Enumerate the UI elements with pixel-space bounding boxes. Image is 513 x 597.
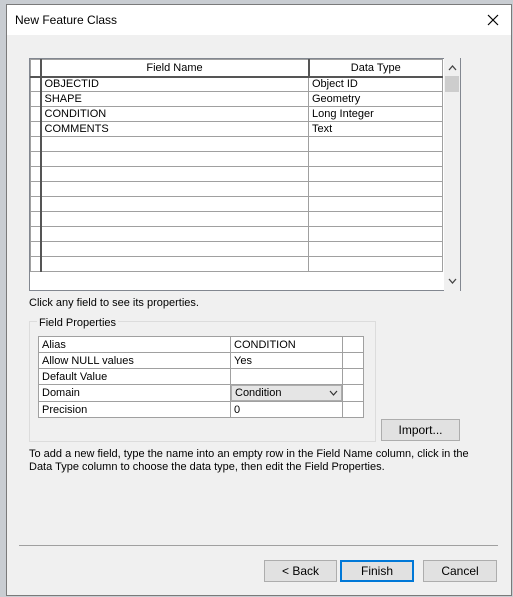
field-row[interactable] <box>31 122 443 137</box>
data-type-cell[interactable] <box>309 227 443 242</box>
field-name-cell[interactable] <box>41 257 309 272</box>
field-name-cell[interactable] <box>41 152 309 167</box>
field-name-cell[interactable] <box>41 167 309 182</box>
property-extra-cell <box>343 402 364 418</box>
row-selector[interactable] <box>31 77 41 92</box>
footer-divider <box>19 545 498 546</box>
field-name-cell[interactable] <box>41 182 309 197</box>
domain-dropdown[interactable] <box>231 385 342 401</box>
property-row-alias <box>39 337 364 353</box>
property-row-allow-null <box>39 353 364 369</box>
field-name-cell[interactable]: SHAPE <box>41 92 309 107</box>
data-type-cell[interactable]: Geometry <box>309 92 443 107</box>
close-button[interactable] <box>475 5 511 35</box>
row-selector[interactable] <box>31 182 41 197</box>
field-row[interactable] <box>31 152 443 167</box>
field-name-cell[interactable] <box>41 212 309 227</box>
scroll-down-button[interactable] <box>444 273 460 289</box>
row-selector[interactable] <box>31 122 41 137</box>
chevron-down-icon <box>448 278 457 284</box>
precision-value-cell[interactable]: 0 <box>231 402 343 418</box>
data-type-cell[interactable] <box>309 212 443 227</box>
domain-cell <box>231 385 343 402</box>
fields-hint-text: Click any field to see its properties. <box>29 297 199 309</box>
field-row[interactable] <box>31 227 443 242</box>
property-extra-cell <box>343 353 364 369</box>
property-row-domain <box>39 385 364 402</box>
property-extra-cell <box>343 337 364 353</box>
row-selector[interactable] <box>31 137 41 152</box>
default-value-cell[interactable] <box>231 369 343 385</box>
property-row-precision <box>39 402 364 418</box>
field-row[interactable] <box>31 257 443 272</box>
help-text: To add a new field, type the name into an empty row in the Field Name column, click in the Data Type column to choose the data type, then edit the Field Properties. <box>29 448 469 473</box>
field-row[interactable] <box>31 212 443 227</box>
property-row-default-value <box>39 369 364 385</box>
alias-value-cell[interactable]: CONDITION <box>231 337 343 353</box>
scroll-thumb[interactable] <box>445 76 459 92</box>
data-type-column-header[interactable]: Data Type <box>309 60 443 77</box>
data-type-cell[interactable]: Long Integer <box>309 107 443 122</box>
row-selector-header <box>31 60 41 77</box>
property-label: Alias <box>39 337 231 353</box>
row-selector[interactable] <box>31 257 41 272</box>
field-name-cell[interactable] <box>41 197 309 212</box>
data-type-cell[interactable] <box>309 182 443 197</box>
row-selector[interactable] <box>31 92 41 107</box>
property-extra-cell <box>343 385 364 402</box>
property-label: Domain <box>39 385 231 402</box>
fields-grid-scrollbar[interactable] <box>444 58 460 291</box>
field-name-cell[interactable]: CONDITION <box>41 107 309 122</box>
property-label: Precision <box>39 402 231 418</box>
field-name-column-header[interactable]: Field Name <box>41 60 309 77</box>
cancel-button[interactable]: Cancel <box>423 560 497 582</box>
property-extra-cell <box>343 369 364 385</box>
field-row[interactable] <box>31 77 443 92</box>
finish-button[interactable]: Finish <box>340 560 414 582</box>
field-name-cell[interactable] <box>41 227 309 242</box>
field-row[interactable] <box>31 137 443 152</box>
field-name-cell[interactable]: COMMENTS <box>41 122 309 137</box>
property-label: Allow NULL values <box>39 353 231 369</box>
row-selector[interactable] <box>31 152 41 167</box>
field-row[interactable] <box>31 242 443 257</box>
field-row[interactable] <box>31 182 443 197</box>
dialog-title: New Feature Class <box>15 13 118 27</box>
back-button[interactable]: < Back <box>264 560 337 582</box>
data-type-cell[interactable] <box>309 257 443 272</box>
data-type-cell[interactable] <box>309 137 443 152</box>
fields-table <box>30 59 443 272</box>
field-name-cell[interactable] <box>41 137 309 152</box>
row-selector[interactable] <box>31 227 41 242</box>
scroll-up-button[interactable] <box>444 60 460 76</box>
close-icon <box>487 14 499 26</box>
allow-null-value-cell[interactable]: Yes <box>231 353 343 369</box>
row-selector[interactable] <box>31 167 41 182</box>
field-name-cell[interactable] <box>41 242 309 257</box>
field-row[interactable] <box>31 167 443 182</box>
field-row[interactable] <box>31 107 443 122</box>
data-type-cell[interactable] <box>309 242 443 257</box>
field-properties-title: Field Properties <box>39 317 117 329</box>
fields-grid[interactable] <box>29 58 461 291</box>
field-row[interactable] <box>31 92 443 107</box>
domain-dropdown-value: Condition <box>235 387 282 399</box>
new-feature-class-dialog <box>6 4 512 596</box>
fields-header-row <box>31 60 443 77</box>
field-properties-table <box>38 336 364 418</box>
chevron-down-icon <box>329 390 338 396</box>
title-bar <box>7 5 511 35</box>
data-type-cell[interactable] <box>309 167 443 182</box>
row-selector[interactable] <box>31 242 41 257</box>
data-type-cell[interactable] <box>309 197 443 212</box>
data-type-cell[interactable]: Object ID <box>309 77 443 92</box>
property-label: Default Value <box>39 369 231 385</box>
import-button[interactable]: Import... <box>381 419 460 441</box>
chevron-up-icon <box>448 65 457 71</box>
row-selector[interactable] <box>31 197 41 212</box>
fields-table-body <box>31 77 443 272</box>
data-type-cell[interactable] <box>309 152 443 167</box>
row-selector[interactable] <box>31 212 41 227</box>
field-row[interactable] <box>31 197 443 212</box>
field-name-cell[interactable]: OBJECTID <box>41 77 309 92</box>
row-selector[interactable] <box>31 107 41 122</box>
data-type-cell[interactable]: Text <box>309 122 443 137</box>
